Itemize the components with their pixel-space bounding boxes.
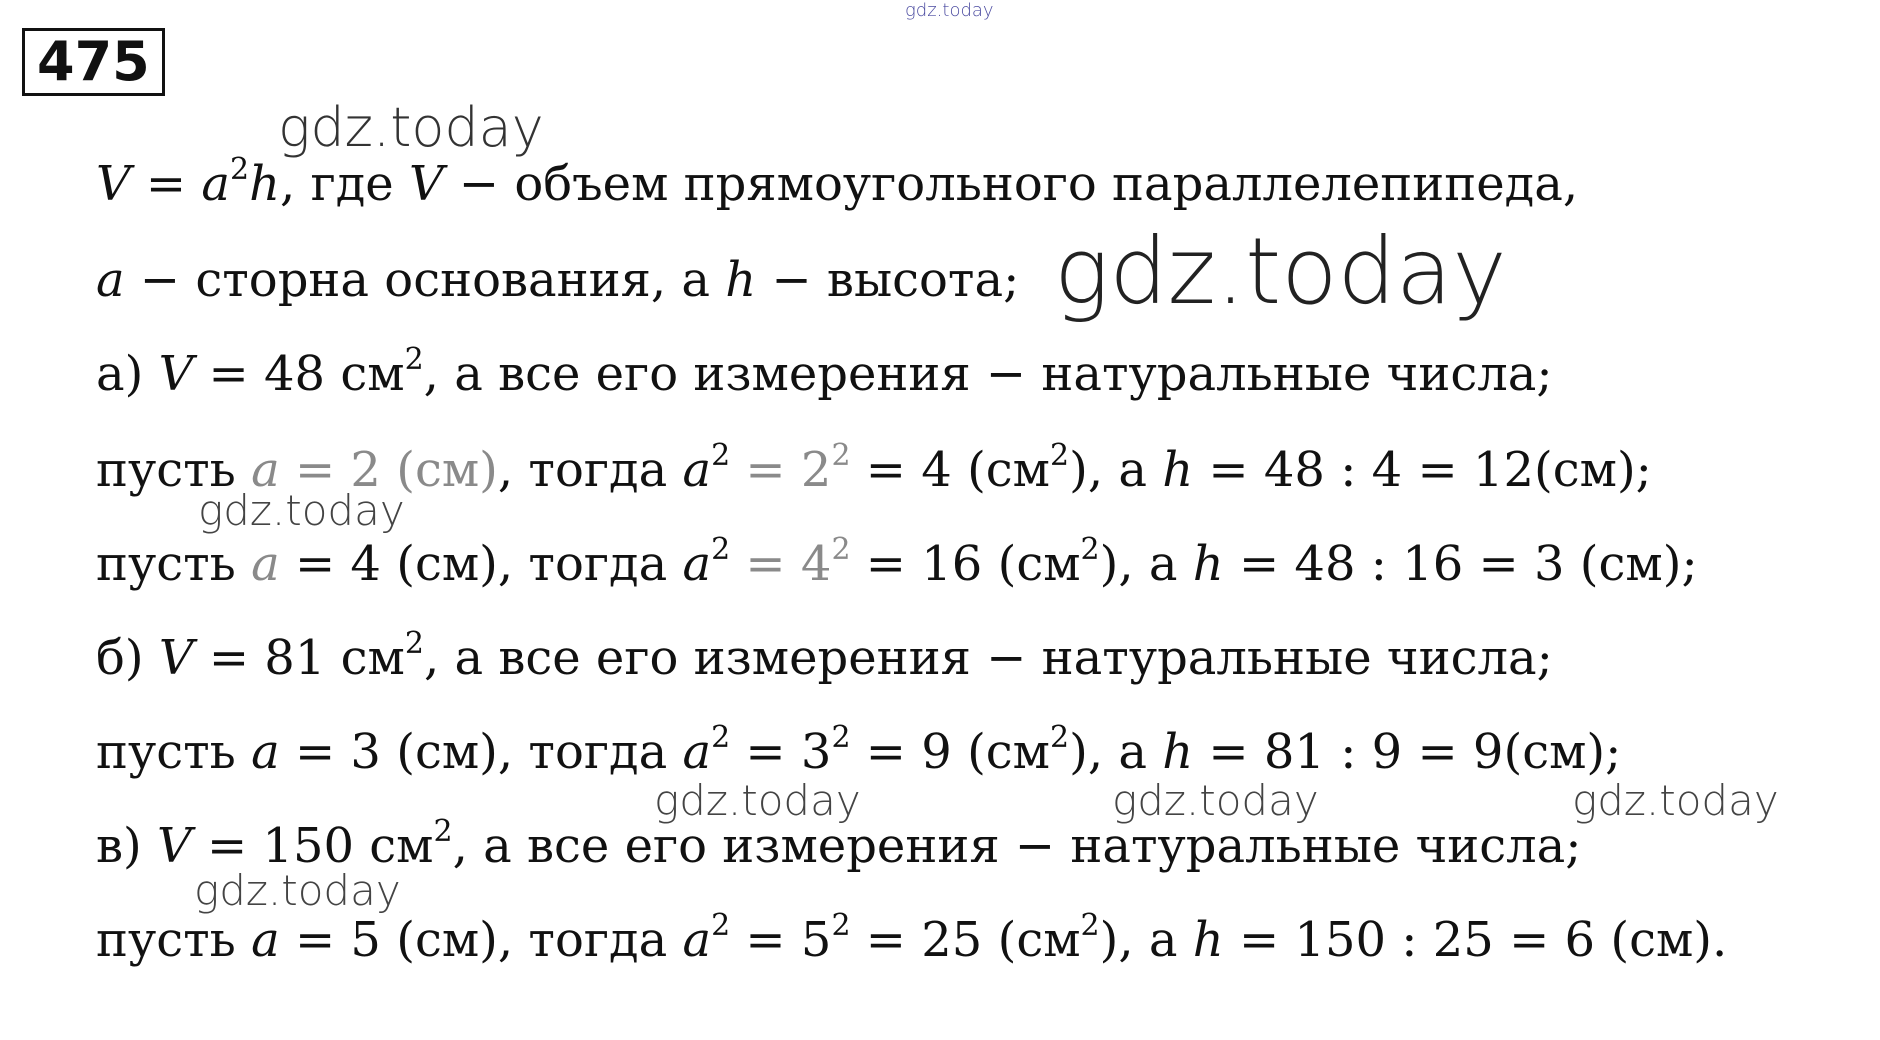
let-word: пусть xyxy=(96,912,252,968)
height-value: = 48 : 16 = 3 (см); xyxy=(1223,536,1698,592)
symbol-a: a xyxy=(682,442,712,498)
then-word: , тогда xyxy=(497,724,683,780)
part-a-case-2 xyxy=(96,532,1698,592)
symbol-h: h xyxy=(1162,442,1194,498)
and-word: , а xyxy=(1087,442,1163,498)
a-value: = 3 (см) xyxy=(279,724,498,780)
part-label: в) xyxy=(96,818,158,874)
definition-text: − объем прямоугольного параллелепипеда, xyxy=(443,156,1579,212)
symbol-a: a xyxy=(682,724,712,780)
symbol-h: h xyxy=(249,156,281,212)
exponent: 2 xyxy=(831,908,851,943)
condition-text: , а все его измерения − натуральные числа; xyxy=(423,346,1553,402)
square-expr: = 2 xyxy=(730,442,832,498)
symbol-h: h xyxy=(1162,724,1194,780)
and-word: , а xyxy=(1087,724,1163,780)
symbol-h: h xyxy=(1192,912,1224,968)
exponent: 2 xyxy=(404,626,424,661)
symbol-a: a xyxy=(682,912,712,968)
part-b-case-1 xyxy=(96,720,1622,780)
symbol-a: a xyxy=(251,912,280,968)
symbol-a: a xyxy=(251,442,280,498)
watermark-text: gdz.today xyxy=(278,96,544,159)
square-expr: = 4 xyxy=(730,536,832,592)
a-value: = 5 (см) xyxy=(279,912,498,968)
condition-value: = 81 см xyxy=(193,630,405,686)
exponent: 2 xyxy=(1050,438,1070,473)
exponent: 2 xyxy=(1080,908,1100,943)
square-value: = 4 (см xyxy=(850,442,1051,498)
symbol-V: V xyxy=(408,156,444,212)
condition-value: = 48 см xyxy=(193,346,405,402)
watermark-text: gdz.today xyxy=(1054,218,1507,325)
symbol-a: a xyxy=(682,536,712,592)
exponent: 2 xyxy=(711,908,731,943)
exponent: 2 xyxy=(433,814,453,849)
close-paren: ) xyxy=(1069,442,1088,498)
condition-value: = 150 см xyxy=(191,818,434,874)
watermark-text: gdz.today xyxy=(905,0,994,21)
symbol-V: V xyxy=(157,818,192,874)
equals: = xyxy=(130,156,202,212)
and-word: , а xyxy=(1118,536,1193,592)
task-number-box: 475 xyxy=(22,28,165,96)
exponent: 2 xyxy=(1080,532,1100,567)
a-value: = 2 (см) xyxy=(279,442,498,498)
part-label: б) xyxy=(96,630,159,686)
symbol-V: V xyxy=(158,346,194,402)
exponent: 2 xyxy=(1050,720,1070,755)
then-word: , тогда xyxy=(497,536,683,592)
let-word: пусть xyxy=(96,442,252,498)
part-b-condition xyxy=(96,626,1553,686)
condition-text: , а все его измерения − натуральные числа; xyxy=(452,818,1582,874)
watermark-text: gdz.today xyxy=(654,776,861,825)
let-word: пусть xyxy=(96,536,252,592)
symbol-a: a xyxy=(201,156,231,212)
exponent: 2 xyxy=(831,438,851,473)
watermark-text: gdz.today xyxy=(1572,776,1779,825)
square-value: = 9 (см xyxy=(850,724,1051,780)
symbol-a: a xyxy=(251,536,280,592)
then-word: , тогда xyxy=(497,442,683,498)
height-value: = 150 : 25 = 6 (см). xyxy=(1223,912,1728,968)
close-paren: ) xyxy=(1069,724,1088,780)
exponent: 2 xyxy=(230,152,250,187)
close-paren: ) xyxy=(1099,912,1119,968)
exponent: 2 xyxy=(711,438,731,473)
exponent: 2 xyxy=(404,342,424,377)
a-value: = 4 (см) xyxy=(279,536,498,592)
square-expr: = 5 xyxy=(730,912,832,968)
symbol-h: h xyxy=(725,252,757,308)
definition-text: , где xyxy=(280,156,409,212)
definition-text: − высота; xyxy=(756,252,1020,308)
height-value: = 81 : 9 = 9(см); xyxy=(1193,724,1622,780)
part-v-case-1 xyxy=(96,908,1728,968)
watermark-text: gdz.today xyxy=(1112,776,1319,825)
watermark-text: gdz.today xyxy=(194,866,401,915)
definition-line-1 xyxy=(96,152,1579,212)
symbol-a: a xyxy=(96,252,125,308)
square-value: = 16 (см xyxy=(850,536,1081,592)
square-value: = 25 (см xyxy=(850,912,1081,968)
symbol-a: a xyxy=(251,724,280,780)
exponent: 2 xyxy=(711,532,731,567)
then-word: , тогда xyxy=(497,912,683,968)
definition-text: − сторна основания, а xyxy=(124,252,726,308)
definition-line-2 xyxy=(96,252,1019,308)
part-a-case-1 xyxy=(96,438,1652,498)
square-expr: = 3 xyxy=(730,724,832,780)
condition-text: , а все его измерения − натуральные числа; xyxy=(423,630,1553,686)
close-paren: ) xyxy=(1099,536,1119,592)
exponent: 2 xyxy=(831,720,851,755)
part-label: а) xyxy=(96,346,159,402)
let-word: пусть xyxy=(96,724,252,780)
watermark-text: gdz.today xyxy=(198,486,405,535)
part-v-condition xyxy=(96,814,1582,874)
exponent: 2 xyxy=(711,720,731,755)
symbol-V: V xyxy=(96,156,131,212)
exponent: 2 xyxy=(831,532,851,567)
part-a-condition xyxy=(96,342,1553,402)
and-word: , а xyxy=(1118,912,1193,968)
symbol-V: V xyxy=(158,630,194,686)
symbol-h: h xyxy=(1192,536,1224,592)
height-value: = 48 : 4 = 12(см); xyxy=(1193,442,1652,498)
